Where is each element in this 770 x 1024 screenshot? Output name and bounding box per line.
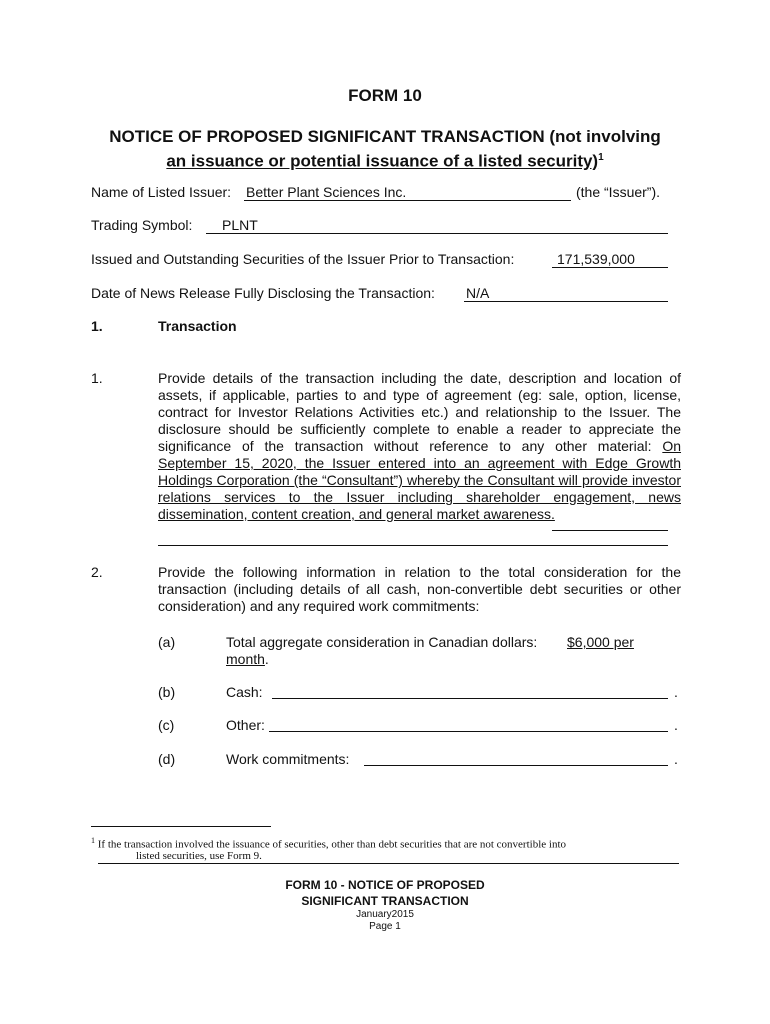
item2b-field-line [272, 698, 668, 699]
news-value: N/A [466, 285, 490, 301]
securities-field-line [552, 267, 668, 268]
form-heading-line2 [0, 148, 770, 172]
item2b-period: . [674, 684, 678, 700]
news-field-line [464, 301, 668, 302]
item1-number: 1. [91, 370, 103, 386]
heading-footnote-mark: 1 [598, 152, 604, 163]
item1-answer: On September 15, 2020, the Issuer entered into an agreement with Edge Growth Holdings Corporation (the “Consultant”) whereby the Consultant will provide investor relations services to the Issuer including shareholder engagement, news dissemination, content creation, and general market awareness. [158, 438, 682, 522]
footnote-line2: listed securities, use Form 9. [136, 850, 262, 862]
item1-question: Provide details of the transaction including the date, description and location of assets, if applicable, parties to and type of agreement (eg: sale, option, license, contract for Investor Relations Activities etc.) and relationship to the Issuer. The disclosure should be sufficiently complete to enable a reader to appreciate the significance of the transaction without reference to any other material: [158, 370, 681, 454]
item2c-text: Other: [226, 717, 265, 733]
item2c-period: . [674, 717, 678, 733]
item2a-label: (a) [158, 634, 176, 650]
item2b-text: Cash: [226, 684, 263, 700]
footnote-line1: If the transaction involved the issuance of securities, other than debt securities that are not convertible into [97, 838, 567, 851]
item2-question: Provide the following information in relation to the total consideration for the transaction (including details of all cash, non-convertible debt securities or other consideration) and any required work commitments: [158, 564, 681, 614]
item1-answer-blank-line [158, 545, 668, 546]
item1-answer-line-end [552, 530, 668, 531]
item2a-text: Total aggregate consideration in Canadian dollars: [226, 634, 538, 650]
issuer-suffix: (the “Issuer”). [576, 184, 661, 200]
footnote-line1-wrap [91, 834, 566, 852]
item2d-period: . [674, 751, 678, 767]
item2a-value-line1: $6,000 per [567, 634, 634, 650]
item2d-field-line [364, 765, 668, 766]
form-heading-line1: NOTICE OF PROPOSED SIGNIFICANT TRANSACTION (not involving [109, 127, 661, 146]
symbol-field-line [206, 233, 668, 234]
item2d-label: (d) [158, 751, 176, 767]
footnote-rule [98, 863, 679, 864]
securities-label: Issued and Outstanding Securities of the Issuer Prior to Transaction: [91, 251, 515, 267]
item2c-label: (c) [158, 717, 175, 733]
footer-page: Page 1 [369, 921, 401, 932]
footer-date: January2015 [356, 909, 414, 920]
footnote-separator [91, 826, 271, 827]
item2b-label: (b) [158, 684, 176, 700]
section-number: 1. [91, 318, 103, 334]
footer-line1: FORM 10 - NOTICE OF PROPOSED [285, 878, 485, 892]
symbol-value: PLNT [222, 217, 258, 233]
item2c-field-line [269, 731, 668, 732]
item2a-period: . [264, 651, 269, 667]
item2a-value-line2-wrap [226, 651, 269, 667]
securities-value: 171,539,000 [557, 251, 635, 267]
footnote-mark: 1 [91, 836, 95, 845]
issuer-field-line [244, 200, 571, 201]
symbol-label: Trading Symbol: [91, 217, 193, 233]
footer-line2: SIGNIFICANT TRANSACTION [301, 894, 469, 908]
news-label: Date of News Release Fully Disclosing the Transaction: [91, 285, 435, 301]
item2a-value-line2: month [226, 651, 265, 667]
item1-paragraph [158, 370, 681, 523]
item2d-text: Work commitments: [226, 751, 350, 767]
form-heading-line2-text: an issuance or potential issuance of a listed security) [166, 151, 599, 171]
section-title: Transaction [158, 318, 237, 334]
form-title: FORM 10 [348, 86, 422, 105]
item2-number: 2. [91, 564, 103, 580]
issuer-label: Name of Listed Issuer: [91, 184, 232, 200]
issuer-value: Better Plant Sciences Inc. [246, 184, 407, 200]
